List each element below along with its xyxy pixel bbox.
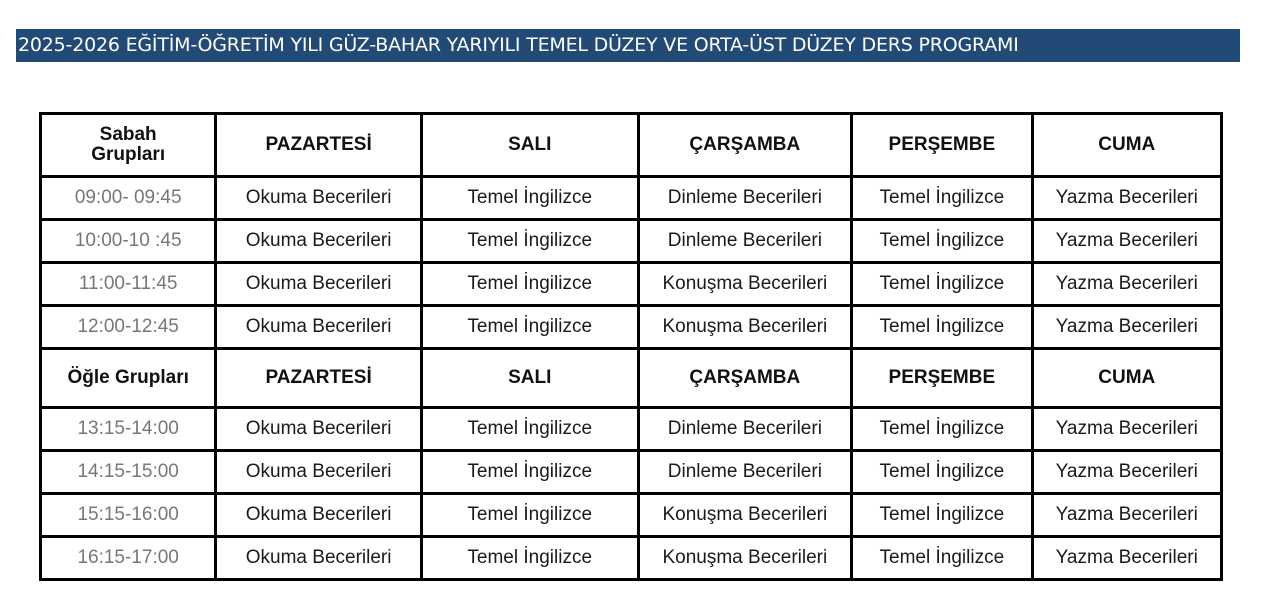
table-row — [42, 538, 1220, 578]
course-cell: Temel İngilizce — [853, 538, 1030, 578]
table-row — [42, 178, 1220, 218]
course-cell: Okuma Becerileri — [217, 452, 420, 492]
course-cell: Yazma Becerileri — [1034, 178, 1220, 218]
day-header: ÇARŞAMBA — [640, 115, 851, 175]
day-header: PERŞEMBE — [853, 350, 1030, 406]
course-cell: Temel İngilizce — [423, 307, 637, 347]
course-cell: Yazma Becerileri — [1034, 221, 1220, 261]
course-cell: Dinleme Becerileri — [640, 221, 851, 261]
page-title: 2025-2026 EĞİTİM-ÖĞRETİM YILI GÜZ-BAHAR YARIYILI TEMEL DÜZEY VE ORTA-ÜST DÜZEY DERS PROGRAMI — [18, 34, 1019, 56]
time-slot: 14:15-15:00 — [42, 452, 214, 492]
course-cell: Temel İngilizce — [423, 409, 637, 449]
course-cell: Temel İngilizce — [853, 178, 1030, 218]
morning-header-row — [42, 115, 1220, 175]
course-cell: Okuma Becerileri — [217, 221, 420, 261]
course-cell: Temel İngilizce — [853, 307, 1030, 347]
table-row — [42, 307, 1220, 347]
title-banner — [16, 29, 1240, 62]
course-cell: Okuma Becerileri — [217, 495, 420, 535]
day-header: PERŞEMBE — [853, 115, 1030, 175]
day-header: ÇARŞAMBA — [640, 350, 851, 406]
course-cell: Yazma Becerileri — [1034, 307, 1220, 347]
table-row — [42, 409, 1220, 449]
table-row — [42, 495, 1220, 535]
time-slot: 11:00-11:45 — [42, 264, 214, 304]
course-cell: Temel İngilizce — [853, 452, 1030, 492]
course-cell: Okuma Becerileri — [217, 307, 420, 347]
course-cell: Yazma Becerileri — [1034, 538, 1220, 578]
time-slot: 10:00-10 :45 — [42, 221, 214, 261]
day-header: PAZARTESİ — [217, 350, 420, 406]
day-header: CUMA — [1034, 350, 1220, 406]
course-cell: Yazma Becerileri — [1034, 495, 1220, 535]
course-cell: Dinleme Becerileri — [640, 409, 851, 449]
day-header: SALI — [423, 350, 637, 406]
course-cell: Konuşma Becerileri — [640, 307, 851, 347]
day-header: CUMA — [1034, 115, 1220, 175]
course-cell: Dinleme Becerileri — [640, 452, 851, 492]
course-cell: Konuşma Becerileri — [640, 264, 851, 304]
course-cell: Temel İngilizce — [423, 264, 637, 304]
time-slot: 12:00-12:45 — [42, 307, 214, 347]
course-cell: Konuşma Becerileri — [640, 495, 851, 535]
course-cell: Dinleme Becerileri — [640, 178, 851, 218]
afternoon-group-label: Öğle Grupları — [42, 350, 214, 406]
course-cell: Konuşma Becerileri — [640, 538, 851, 578]
course-cell: Temel İngilizce — [423, 221, 637, 261]
course-cell: Temel İngilizce — [853, 409, 1030, 449]
table-row — [42, 452, 1220, 492]
course-cell: Yazma Becerileri — [1034, 409, 1220, 449]
course-cell: Temel İngilizce — [423, 495, 637, 535]
morning-group-label: Sabah Grupları — [42, 115, 214, 175]
course-cell: Okuma Becerileri — [217, 409, 420, 449]
course-cell: Temel İngilizce — [423, 178, 637, 218]
time-slot: 13:15-14:00 — [42, 409, 214, 449]
course-cell: Temel İngilizce — [423, 452, 637, 492]
course-cell: Temel İngilizce — [853, 221, 1030, 261]
course-cell: Temel İngilizce — [853, 264, 1030, 304]
course-cell: Temel İngilizce — [853, 495, 1030, 535]
course-cell: Okuma Becerileri — [217, 264, 420, 304]
table-row — [42, 264, 1220, 304]
course-cell: Yazma Becerileri — [1034, 452, 1220, 492]
schedule-table — [39, 112, 1223, 581]
day-header: SALI — [423, 115, 637, 175]
afternoon-header-row — [42, 350, 1220, 406]
course-cell: Yazma Becerileri — [1034, 264, 1220, 304]
time-slot: 09:00- 09:45 — [42, 178, 214, 218]
time-slot: 16:15-17:00 — [42, 538, 214, 578]
table-row — [42, 221, 1220, 261]
course-cell: Temel İngilizce — [423, 538, 637, 578]
course-cell: Okuma Becerileri — [217, 538, 420, 578]
time-slot: 15:15-16:00 — [42, 495, 214, 535]
day-header: PAZARTESİ — [217, 115, 420, 175]
course-cell: Okuma Becerileri — [217, 178, 420, 218]
